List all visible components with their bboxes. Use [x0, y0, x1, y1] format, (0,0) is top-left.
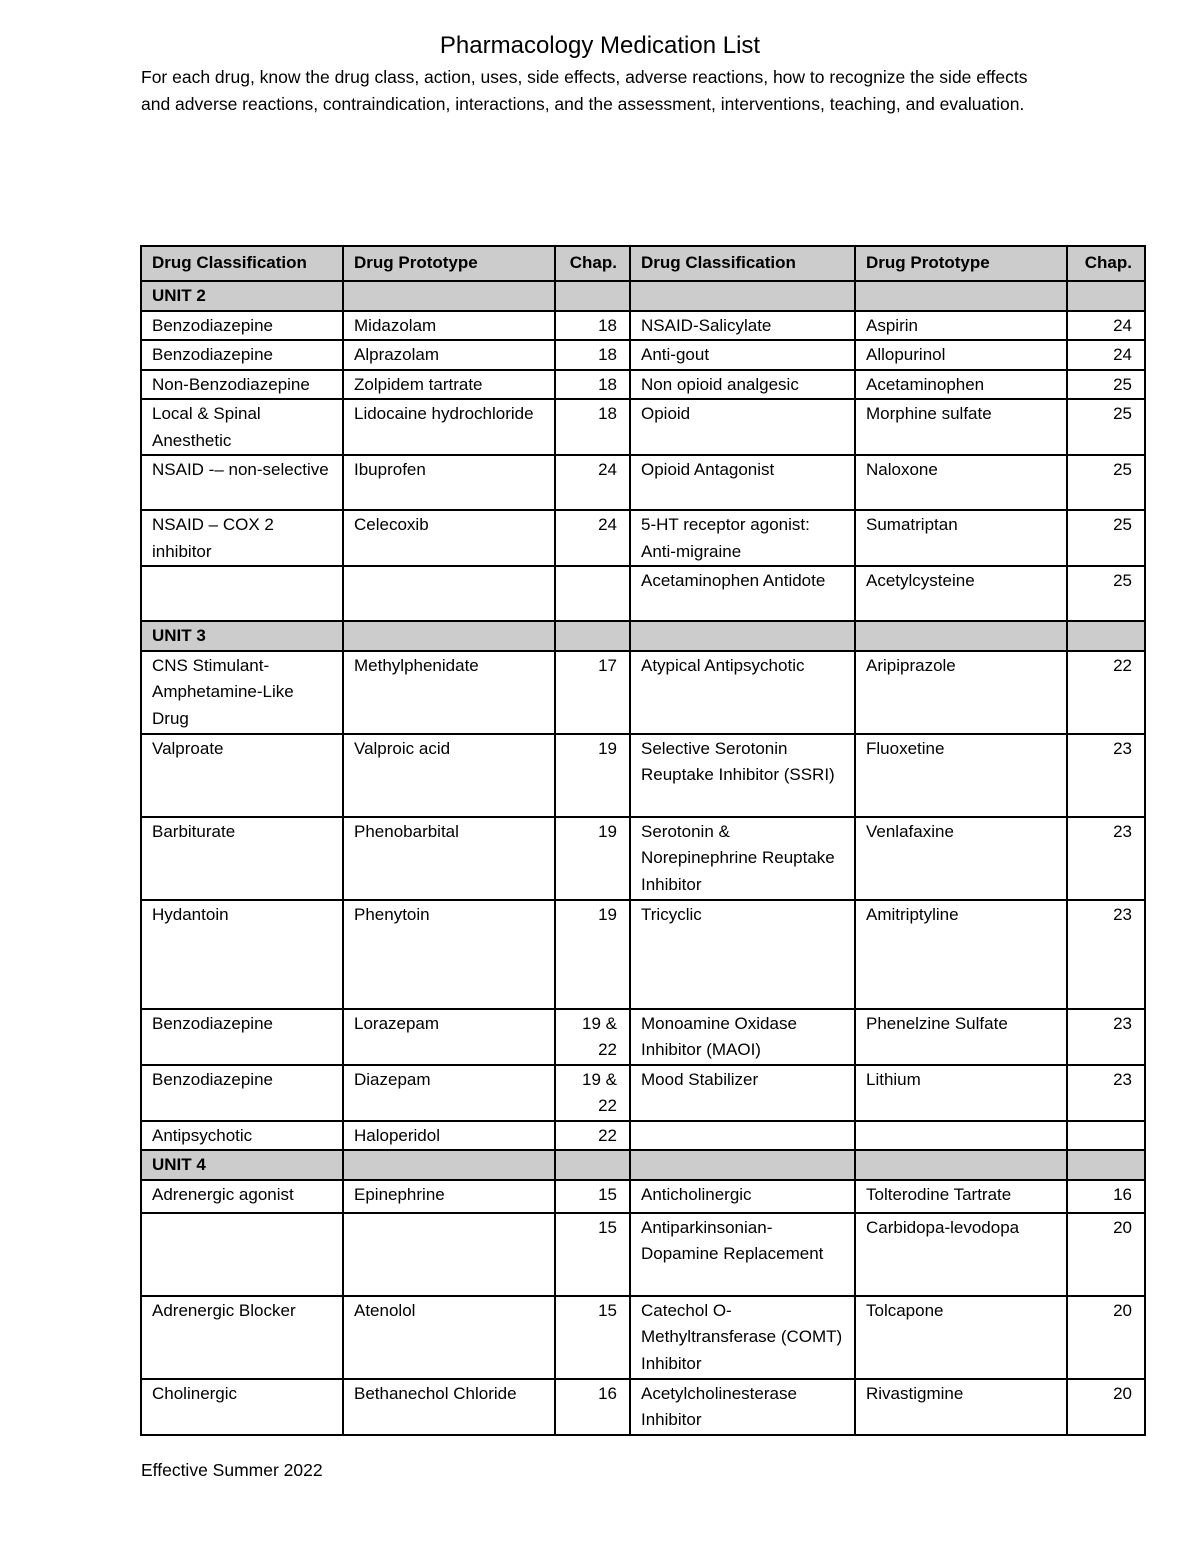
cell-chapter: 25 [1067, 510, 1145, 566]
unit-header-row [141, 1150, 1145, 1180]
cell-chapter [555, 566, 630, 621]
cell-drug-prototype: Carbidopa-levodopa [855, 1213, 1067, 1296]
cell-drug-classification: Cholinergic [141, 1379, 343, 1435]
cell-drug-classification: Antiparkinsonian-Dopamine Replacement [630, 1213, 855, 1296]
unit-header-cell [555, 281, 630, 311]
cell-drug-prototype: Amitriptyline [855, 900, 1067, 1009]
unit-header-row [141, 621, 1145, 651]
cell-drug-classification: NSAID-Salicylate [630, 311, 855, 341]
cell-drug-classification: Barbiturate [141, 817, 343, 900]
cell-drug-classification: Acetylcholinesterase Inhibitor [630, 1379, 855, 1435]
cell-drug-classification: Hydantoin [141, 900, 343, 1009]
cell-drug-classification: Benzodiazepine [141, 1009, 343, 1065]
table-row [141, 510, 1145, 566]
cell-drug-classification: Valproate [141, 734, 343, 817]
cell-chapter: 24 [555, 510, 630, 566]
cell-chapter: 23 [1067, 817, 1145, 900]
unit-header-cell [630, 1150, 855, 1180]
header-chapter: Chap. [1067, 246, 1145, 281]
cell-drug-prototype: Morphine sulfate [855, 399, 1067, 455]
table-row [141, 1065, 1145, 1121]
table-row [141, 566, 1145, 621]
cell-drug-classification: Serotonin & Norepinephrine Reuptake Inhibitor [630, 817, 855, 900]
cell-drug-classification: 5-HT receptor agonist: Anti-migraine [630, 510, 855, 566]
cell-drug-prototype: Diazepam [343, 1065, 555, 1121]
table-row [141, 900, 1145, 1009]
cell-chapter: 25 [1067, 399, 1145, 455]
cell-chapter: 18 [555, 340, 630, 370]
cell-drug-classification: Selective Serotonin Reuptake Inhibitor (SSRI) [630, 734, 855, 817]
cell-chapter: 19 [555, 900, 630, 1009]
table-row [141, 1180, 1145, 1213]
unit-header-cell [555, 621, 630, 651]
cell-drug-prototype: Acetylcysteine [855, 566, 1067, 621]
page-title: Pharmacology Medication List [439, 32, 761, 59]
cell-chapter [1067, 1121, 1145, 1151]
cell-drug-prototype: Sumatriptan [855, 510, 1067, 566]
cell-chapter: 16 [1067, 1180, 1145, 1213]
header-drug-prototype: Drug Prototype [855, 246, 1067, 281]
cell-chapter: 19 [555, 817, 630, 900]
cell-chapter: 18 [555, 370, 630, 400]
unit-label: UNIT 2 [141, 281, 343, 311]
cell-chapter: 20 [1067, 1296, 1145, 1379]
cell-chapter: 25 [1067, 566, 1145, 621]
cell-chapter: 19 & 22 [555, 1065, 630, 1121]
table-row [141, 399, 1145, 455]
cell-chapter: 15 [555, 1296, 630, 1379]
cell-chapter: 22 [555, 1121, 630, 1151]
cell-drug-classification: Local & Spinal Anesthetic [141, 399, 343, 455]
cell-drug-prototype: Rivastigmine [855, 1379, 1067, 1435]
cell-drug-prototype: Aripiprazole [855, 651, 1067, 734]
header-drug-classification: Drug Classification [141, 246, 343, 281]
table-row [141, 1296, 1145, 1379]
table-row [141, 734, 1145, 817]
cell-drug-prototype [855, 1121, 1067, 1151]
cell-drug-prototype: Venlafaxine [855, 817, 1067, 900]
unit-header-cell [343, 1150, 555, 1180]
cell-drug-prototype: Phenelzine Sulfate [855, 1009, 1067, 1065]
intro-paragraph: For each drug, know the drug class, action, uses, side effects, adverse reactions, how to recognize the side effects and adverse reactions, contraindication, interactions, and the assessment, interventions, teaching, and evaluation. [141, 67, 1028, 114]
cell-drug-classification: Anti-gout [630, 340, 855, 370]
cell-drug-classification: Benzodiazepine [141, 340, 343, 370]
cell-drug-prototype: Phenobarbital [343, 817, 555, 900]
table-row [141, 311, 1145, 341]
unit-header-cell [343, 281, 555, 311]
cell-drug-classification: Tricyclic [630, 900, 855, 1009]
cell-drug-prototype: Methylphenidate [343, 651, 555, 734]
cell-chapter: 18 [555, 399, 630, 455]
cell-drug-classification: Adrenergic Blocker [141, 1296, 343, 1379]
table-row [141, 1213, 1145, 1296]
cell-drug-classification: Benzodiazepine [141, 1065, 343, 1121]
medication-table [140, 245, 1146, 1436]
table-row [141, 455, 1145, 510]
cell-drug-prototype: Midazolam [343, 311, 555, 341]
cell-drug-classification: Non opioid analgesic [630, 370, 855, 400]
cell-drug-classification: Monoamine Oxidase Inhibitor (MAOI) [630, 1009, 855, 1065]
cell-chapter: 23 [1067, 734, 1145, 817]
cell-drug-prototype: Ibuprofen [343, 455, 555, 510]
cell-drug-classification [630, 1121, 855, 1151]
cell-drug-prototype: Zolpidem tartrate [343, 370, 555, 400]
cell-drug-classification: Adrenergic agonist [141, 1180, 343, 1213]
header-chapter: Chap. [555, 246, 630, 281]
cell-chapter: 23 [1067, 1065, 1145, 1121]
cell-drug-prototype: Lidocaine hydrochloride [343, 399, 555, 455]
unit-header-cell [630, 621, 855, 651]
cell-chapter: 22 [1067, 651, 1145, 734]
unit-header-cell [855, 281, 1067, 311]
cell-chapter: 15 [555, 1213, 630, 1296]
unit-header-cell [1067, 621, 1145, 651]
cell-drug-prototype: Celecoxib [343, 510, 555, 566]
cell-drug-prototype: Phenytoin [343, 900, 555, 1009]
table-row [141, 817, 1145, 900]
cell-drug-classification: Catechol O-Methyltransferase (COMT) Inhibitor [630, 1296, 855, 1379]
cell-chapter: 19 & 22 [555, 1009, 630, 1065]
unit-header-row [141, 281, 1145, 311]
table-row [141, 340, 1145, 370]
cell-drug-prototype: Acetaminophen [855, 370, 1067, 400]
table-header-row [141, 246, 1145, 281]
header-drug-classification: Drug Classification [630, 246, 855, 281]
table-row [141, 370, 1145, 400]
cell-drug-classification: Antipsychotic [141, 1121, 343, 1151]
cell-drug-prototype: Atenolol [343, 1296, 555, 1379]
cell-drug-classification: Atypical Antipsychotic [630, 651, 855, 734]
cell-drug-prototype: Tolcapone [855, 1296, 1067, 1379]
unit-header-cell [343, 621, 555, 651]
cell-chapter: 24 [555, 455, 630, 510]
cell-chapter: 20 [1067, 1213, 1145, 1296]
cell-drug-prototype [343, 1213, 555, 1296]
cell-drug-prototype: Lorazepam [343, 1009, 555, 1065]
cell-drug-prototype: Fluoxetine [855, 734, 1067, 817]
table-row [141, 651, 1145, 734]
cell-chapter: 16 [555, 1379, 630, 1435]
cell-drug-prototype: Bethanechol Chloride [343, 1379, 555, 1435]
header-drug-prototype: Drug Prototype [343, 246, 555, 281]
table-row [141, 1121, 1145, 1151]
unit-header-cell [555, 1150, 630, 1180]
cell-drug-classification [141, 566, 343, 621]
cell-drug-prototype: Aspirin [855, 311, 1067, 341]
cell-drug-classification: NSAID – COX 2 inhibitor [141, 510, 343, 566]
cell-chapter: 20 [1067, 1379, 1145, 1435]
cell-drug-classification: Opioid Antagonist [630, 455, 855, 510]
cell-chapter: 23 [1067, 900, 1145, 1009]
cell-drug-classification: Mood Stabilizer [630, 1065, 855, 1121]
cell-chapter: 25 [1067, 370, 1145, 400]
unit-label: UNIT 4 [141, 1150, 343, 1180]
cell-drug-prototype: Tolterodine Tartrate [855, 1180, 1067, 1213]
table-row [141, 1379, 1145, 1435]
cell-drug-prototype: Valproic acid [343, 734, 555, 817]
cell-chapter: 24 [1067, 340, 1145, 370]
cell-drug-classification: NSAID -– non-selective [141, 455, 343, 510]
cell-chapter: 23 [1067, 1009, 1145, 1065]
cell-drug-prototype: Haloperidol [343, 1121, 555, 1151]
cell-chapter: 25 [1067, 455, 1145, 510]
unit-header-cell [855, 621, 1067, 651]
cell-drug-classification: Opioid [630, 399, 855, 455]
cell-chapter: 19 [555, 734, 630, 817]
table-row [141, 1009, 1145, 1065]
cell-drug-prototype: Naloxone [855, 455, 1067, 510]
unit-header-cell [1067, 281, 1145, 311]
cell-drug-prototype: Alprazolam [343, 340, 555, 370]
cell-drug-classification: Anticholinergic [630, 1180, 855, 1213]
cell-drug-classification: Benzodiazepine [141, 311, 343, 341]
cell-drug-prototype [343, 566, 555, 621]
cell-drug-classification: Non-Benzodiazepine [141, 370, 343, 400]
cell-chapter: 17 [555, 651, 630, 734]
unit-header-cell [1067, 1150, 1145, 1180]
cell-drug-classification: Acetaminophen Antidote [630, 566, 855, 621]
cell-drug-prototype: Lithium [855, 1065, 1067, 1121]
cell-chapter: 15 [555, 1180, 630, 1213]
unit-label: UNIT 3 [141, 621, 343, 651]
cell-chapter: 18 [555, 311, 630, 341]
cell-drug-classification [141, 1213, 343, 1296]
cell-drug-prototype: Allopurinol [855, 340, 1067, 370]
cell-drug-classification: CNS Stimulant-Amphetamine-Like Drug [141, 651, 343, 734]
cell-chapter: 24 [1067, 311, 1145, 341]
unit-header-cell [630, 281, 855, 311]
cell-drug-prototype: Epinephrine [343, 1180, 555, 1213]
unit-header-cell [855, 1150, 1067, 1180]
footer-effective-date: Effective Summer 2022 [141, 1460, 323, 1480]
